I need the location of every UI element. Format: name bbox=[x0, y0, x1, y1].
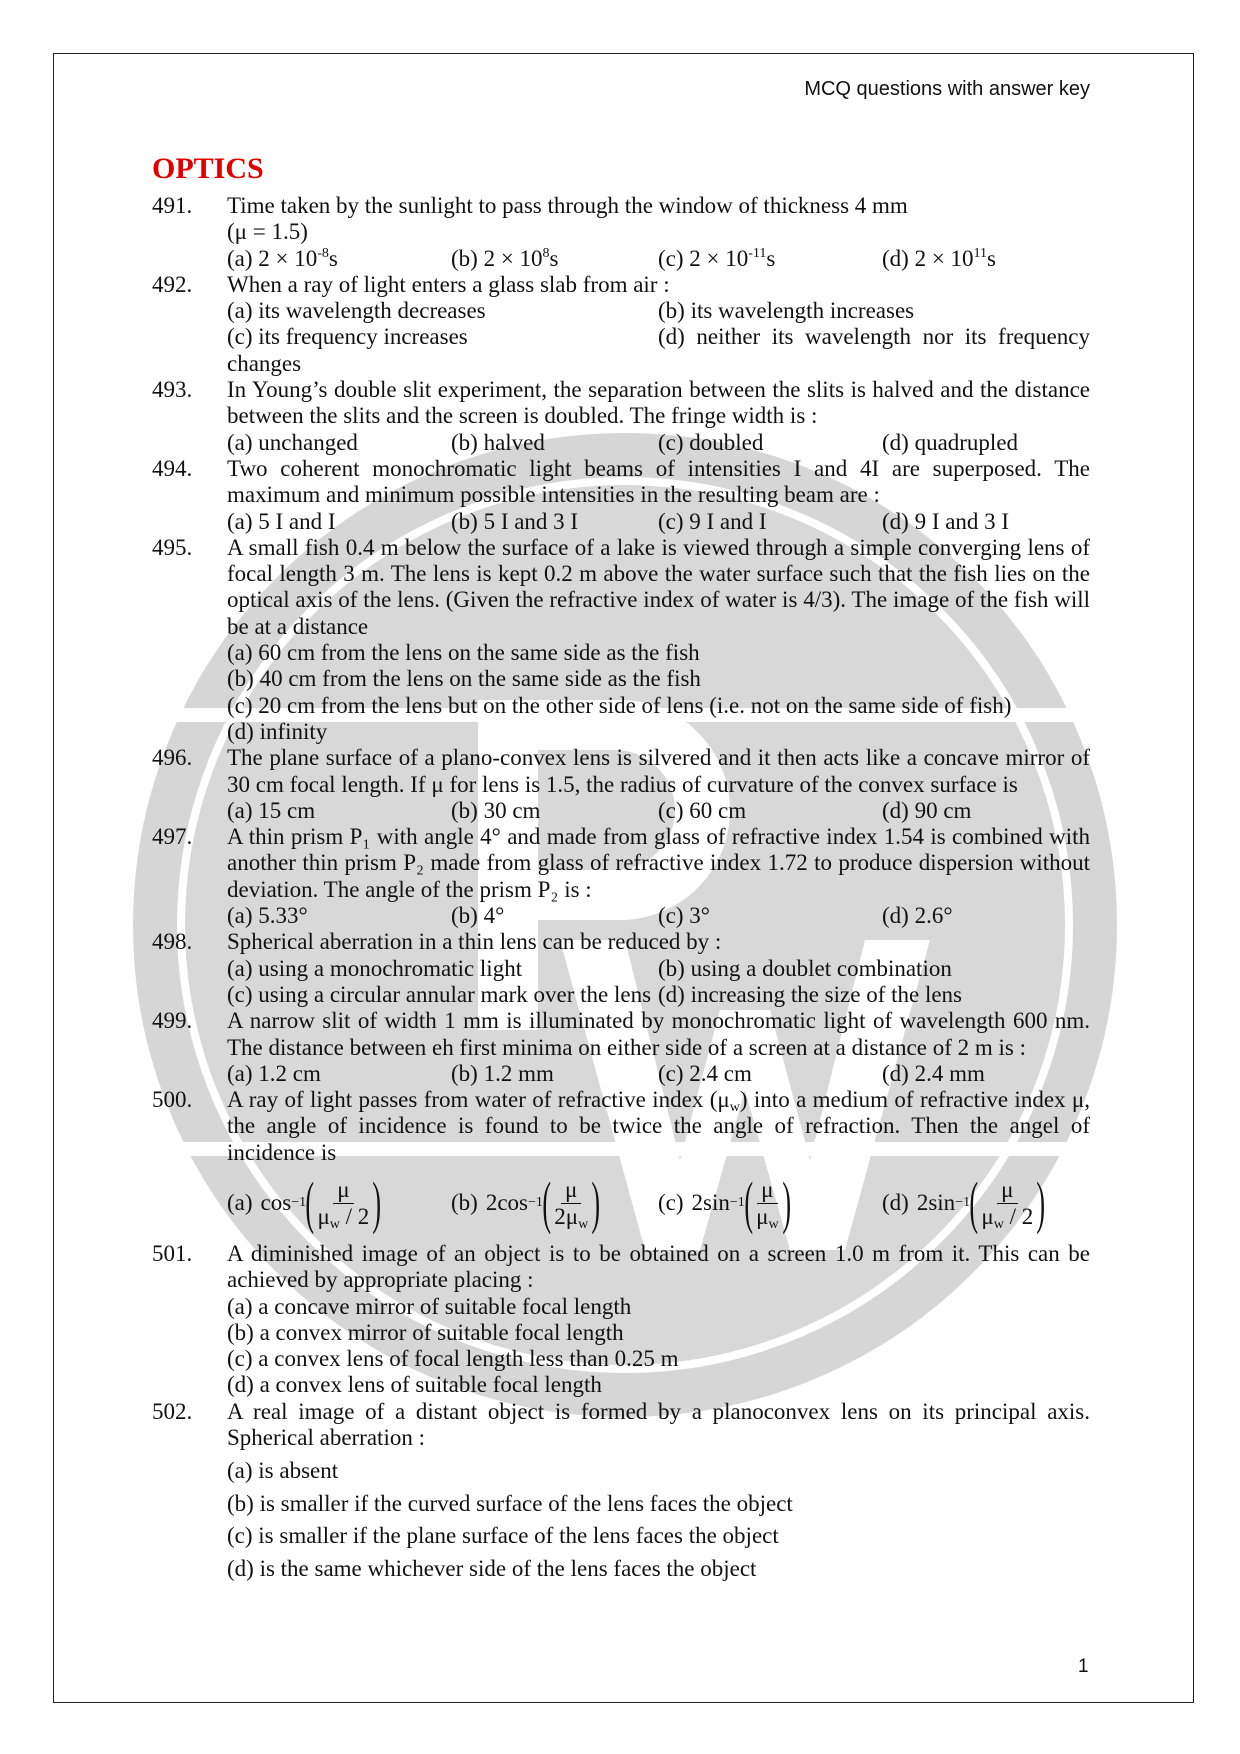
option-a: (a) cos −1 ( $\frac{\mu}{\mu_w / 2}$ ) bbox=[227, 1170, 382, 1236]
question-number: 491. bbox=[152, 193, 193, 218]
option-a: (a) 1.2 cm bbox=[227, 1060, 321, 1086]
question-list bbox=[152, 193, 1090, 1585]
question-stem: A real image of a distant object is formed by a planoconvex lens on its principal axis. Spherical aberration : bbox=[227, 1398, 1090, 1451]
option-a: (a) 5.33° bbox=[227, 903, 308, 929]
question-number: 501. bbox=[152, 1240, 193, 1266]
option-d: (d) $2 \times 10^{11}s$ bbox=[882, 245, 996, 271]
question-number: 496. bbox=[152, 745, 193, 771]
option-c: (c) $2 \times 10^{-11}s$ bbox=[658, 245, 776, 271]
question-502 bbox=[152, 1399, 1090, 1586]
option-d: (d) 2.6° bbox=[882, 903, 953, 929]
question-stem: When a ray of light enters a glass slab from air : bbox=[227, 271, 670, 297]
option-c: (c) 2.4 cm bbox=[658, 1060, 752, 1086]
question-stem: A diminished image of an object is to be obtained on a screen 1.0 m from it. This can be achieved by appropriate placing : bbox=[227, 1240, 1090, 1293]
question-stem: A thin prism P₁ with angle 4° and made from glass of refractive index 1.54 is combined with another thin prism P₂ made from glass of refractive index 1.72 to produce dispersion without deviation. The angle of the prism P₂ is : bbox=[227, 824, 1090, 902]
question-496 bbox=[152, 745, 1090, 824]
option-c: (c) 60 cm bbox=[658, 797, 747, 823]
option-d: (d) increasing the size of the lens bbox=[658, 981, 962, 1007]
option-b: (b) using a doublet combination bbox=[658, 955, 952, 981]
option-a: (a) 60 cm from the lens on the same side as the fish bbox=[227, 640, 700, 666]
option-c: (c) 20 cm from the lens but on the other side of lens (i.e. not on the same side of fish) bbox=[227, 692, 1012, 718]
option-a: (a) is absent bbox=[227, 1458, 339, 1484]
option-c: (c) using a circular annular mark over the lens bbox=[227, 981, 652, 1007]
option-a: (a) unchanged bbox=[227, 429, 358, 455]
question-494 bbox=[152, 456, 1090, 535]
question-stem: Spherical aberration in a thin lens can be reduced by : bbox=[227, 929, 722, 955]
page-header: MCQ questions with answer key bbox=[804, 78, 1090, 100]
section-title: OPTICS bbox=[152, 152, 264, 185]
question-stem-cont: (μ = 1.5) bbox=[227, 219, 308, 245]
option-b: (b) 30 cm bbox=[451, 797, 541, 823]
option-b: (b) 40 cm from the lens on the same side as the fish bbox=[227, 666, 701, 692]
option-d: (d) neither its wavelength nor its frequency bbox=[658, 324, 1090, 350]
page-number: 1 bbox=[1078, 1656, 1089, 1677]
option-a: (a) its wavelength decreases bbox=[227, 298, 486, 324]
option-d: (d) quadrupled bbox=[882, 429, 1019, 455]
option-c: (c) a convex lens of focal length less than 0.25 m bbox=[227, 1346, 679, 1372]
option-c: (c) is smaller if the plane surface of the lens faces the object bbox=[227, 1523, 779, 1549]
option-d: (d) 2sin −1 ( $\frac{\mu}{\mu_w / 2}$ ) bbox=[882, 1170, 1046, 1236]
option-b: (b) 2cos −1 ( $\frac{\mu}{2\mu_w}$ ) bbox=[451, 1170, 601, 1236]
option-d: (d) infinity bbox=[227, 718, 328, 744]
question-499 bbox=[152, 1008, 1090, 1087]
option-d-cont: changes bbox=[227, 350, 302, 376]
question-500 bbox=[152, 1087, 1090, 1241]
question-number: 494. bbox=[152, 455, 193, 481]
option-d: (d) is the same whichever side of the lens faces the object bbox=[227, 1555, 757, 1581]
option-d: (d) a convex lens of suitable focal length bbox=[227, 1372, 602, 1398]
question-497 bbox=[152, 824, 1090, 929]
option-b: (b) is smaller if the curved surface of the lens faces the object bbox=[227, 1490, 793, 1516]
question-stem: In Young’s double slit experiment, the separation between the slits is halved and the distance between the slits and the screen is doubled. The fringe width is : bbox=[227, 377, 1090, 429]
question-number: 498. bbox=[152, 929, 193, 955]
question-number: 502. bbox=[152, 1398, 193, 1424]
option-b: (b) 1.2 mm bbox=[451, 1060, 554, 1086]
question-number: 495. bbox=[152, 534, 193, 560]
option-c: (c) 2sin −1 ( $\frac{\mu}{\mu_w}$ ) bbox=[658, 1170, 791, 1236]
option-b: (b) 4° bbox=[451, 903, 505, 929]
option-b: (b) 5 I and 3 I bbox=[451, 508, 579, 534]
option-a: (a) using a monochromatic light bbox=[227, 955, 523, 981]
question-492 bbox=[152, 272, 1090, 377]
question-491 bbox=[152, 193, 1090, 272]
question-number: 493. bbox=[152, 377, 193, 403]
question-stem: The plane surface of a plano-convex lens is silvered and it then acts like a concave mirror of 30 cm focal length. If μ for lens is 1.5, the radius of curvature of the convex surface is bbox=[227, 745, 1090, 797]
question-stem: Two coherent monochromatic light beams of intensities I and 4I are superposed. The maximum and minimum possible intensities in the resulting beam are : bbox=[227, 455, 1090, 508]
option-c: (c) its frequency increases bbox=[227, 324, 468, 350]
question-498 bbox=[152, 929, 1090, 1008]
question-501 bbox=[152, 1241, 1090, 1399]
question-stem: A ray of light passes from water of refractive index $(\mu_w)$ into a medium of refractive index μ, the angle of incidence is found to be twice the angle of refraction. Then the angel of incidence is bbox=[227, 1087, 1090, 1165]
option-b: (b) $2 \times 10^8s$ bbox=[451, 245, 559, 271]
question-stem: Time taken by the sunlight to pass through the window of thickness 4 mm bbox=[227, 193, 908, 218]
option-c: (c) doubled bbox=[658, 429, 764, 455]
question-stem: A small fish 0.4 m below the surface of a lake is viewed through a simple converging lens of focal length 3 m. The lens is kept 0.2 m above the water surface such that the fish lies on the optical axis of the lens. (Given the refractive index of water is 4/3). The image of the fish will be at a distance bbox=[227, 534, 1090, 639]
option-a: (a) 15 cm bbox=[227, 797, 316, 823]
option-a: (a) a concave mirror of suitable focal length bbox=[227, 1293, 632, 1319]
question-number: 492. bbox=[152, 271, 193, 297]
question-495 bbox=[152, 535, 1090, 745]
question-number: 499. bbox=[152, 1008, 193, 1034]
question-number: 500. bbox=[152, 1087, 193, 1113]
option-b: (b) a convex mirror of suitable focal length bbox=[227, 1319, 624, 1345]
option-c: (c) 3° bbox=[658, 903, 710, 929]
option-d: (d) 9 I and 3 I bbox=[882, 508, 1010, 534]
option-d: (d) 2.4 mm bbox=[882, 1060, 985, 1086]
option-d: (d) 90 cm bbox=[882, 797, 972, 823]
option-b: (b) halved bbox=[451, 429, 545, 455]
option-a: (a) $2 \times 10^{-8}s$ bbox=[227, 245, 338, 271]
option-c: (c) 9 I and I bbox=[658, 508, 767, 534]
option-a: (a) 5 I and I bbox=[227, 508, 336, 534]
question-number: 497. bbox=[152, 824, 193, 850]
option-b: (b) its wavelength increases bbox=[658, 298, 915, 324]
question-493 bbox=[152, 377, 1090, 456]
question-stem: A narrow slit of width 1 mm is illuminated by monochromatic light of wavelength 600 nm. The distance between eh first minima on either side of a screen at a distance of 2 m is : bbox=[227, 1008, 1090, 1060]
